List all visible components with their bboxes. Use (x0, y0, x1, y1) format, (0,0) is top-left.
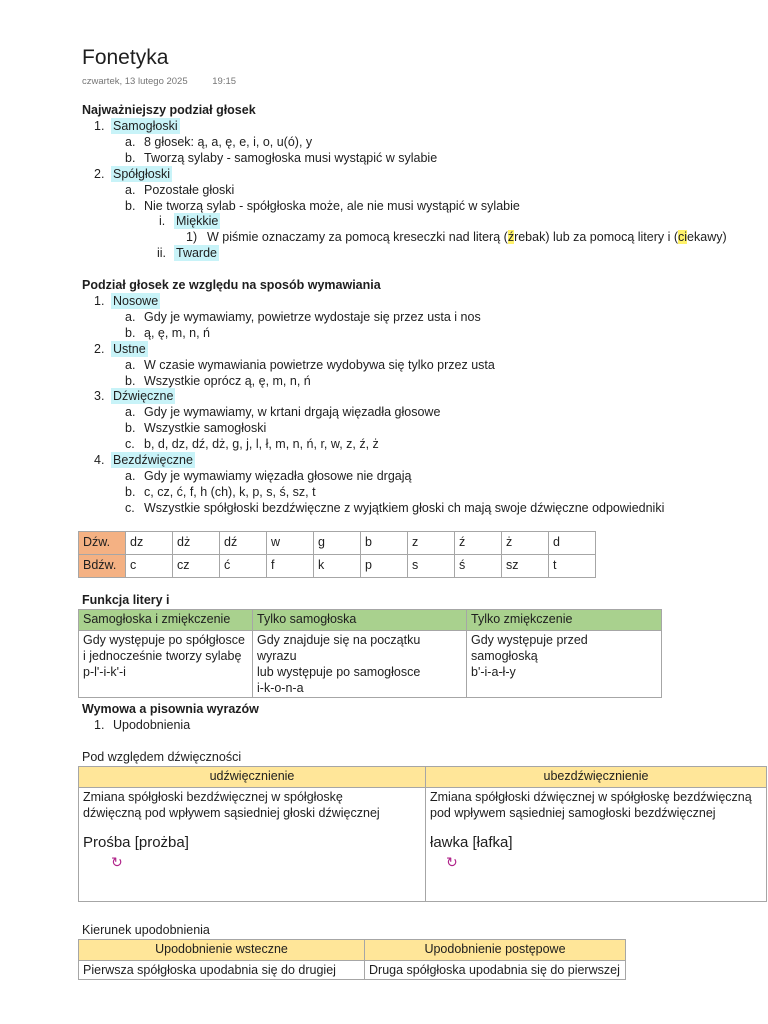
list-text: Gdy je wymawiamy więzadła głosowe nie drgają (144, 468, 412, 483)
list-item[interactable] (94, 388, 174, 404)
table-cell: c (126, 555, 173, 578)
list-text: Pozostałe głoski (144, 183, 235, 197)
list-letter: b. (125, 325, 136, 340)
table-header: ubezdźwięcznienie (426, 767, 767, 788)
list-text: W piśmie oznaczamy za pomocą kreseczki nad literą (źrebak) lub za pomocą litery i (ciekawy) (207, 230, 727, 244)
table-row (79, 555, 596, 578)
list-label-samogloski: Samogłoski (113, 119, 178, 133)
voicing-assimilation-table (78, 766, 767, 902)
table-cell: f (267, 555, 314, 578)
table-cell: w (267, 532, 314, 555)
table-cell: d (549, 532, 596, 555)
list-letter: a. (125, 357, 136, 372)
list-letter: a. (125, 309, 136, 324)
table-header: Tylko samogłoska (253, 610, 467, 631)
example-text: ławka [łafka] (430, 834, 513, 851)
letter-i-table (78, 609, 662, 698)
list-text: Wszystkie oprócz ą, ę, m, n, ń (144, 373, 311, 388)
list-text: Nie tworzą sylab - spółgłoska może, ale nie musi wystąpić w sylabie (144, 199, 520, 213)
table-header: Tylko zmiękczenie (467, 610, 662, 631)
list-label-spolgloski: Spółgłoski (113, 167, 170, 181)
list-item[interactable] (125, 309, 481, 325)
list-text: Gdy je wymawiamy, powietrze wydostaje się przez usta i nos (144, 309, 481, 324)
table-header: Upodobnienie wsteczne (79, 940, 365, 961)
page-meta (82, 74, 258, 90)
list-letter: c. (125, 437, 135, 452)
page-time: 19:15 (212, 76, 237, 87)
table-cell: dź (220, 532, 267, 555)
table-cell: ź (455, 532, 502, 555)
list-item[interactable] (186, 229, 727, 245)
list-number: 4. (94, 453, 105, 467)
list-text: Gdy je wymawiamy, w krtani drgają więzadła głosowe (144, 405, 441, 420)
table-cell: s (408, 555, 455, 578)
curved-arrow-icon: ↻ (446, 854, 458, 870)
list-text: Upodobnienia (113, 718, 191, 732)
table-cell: cz (173, 555, 220, 578)
table-cell: ż (502, 532, 549, 555)
list-item[interactable] (157, 245, 217, 261)
list-item[interactable] (94, 166, 170, 182)
list-letter: b. (125, 421, 136, 436)
assimilation-direction-table (78, 939, 626, 980)
curved-arrow-icon: ↻ (111, 854, 123, 870)
list-text: Wszystkie spółgłoski bezdźwięczne z wyjątkiem głoski ch mają swoje dźwięczne odpowiedniki (144, 500, 665, 515)
list-text: ą, ę, m, n, ń (144, 325, 211, 340)
table-cell: b (361, 532, 408, 555)
list-item[interactable] (125, 436, 379, 452)
section3-heading: Funkcja litery i (82, 593, 170, 607)
list-text: W czasie wymawiania powietrze wydobywa się tylko przez usta (144, 357, 495, 372)
table-cell: ć (220, 555, 267, 578)
section4-heading: Wymowa a pisownia wyrazów (82, 702, 259, 716)
list-label-miekkie: Miękkie (176, 214, 219, 228)
list-item[interactable] (125, 325, 211, 341)
list-label: Nosowe (113, 294, 159, 308)
page-date: czwartek, 13 lutego 2025 (82, 76, 188, 87)
list-number: 1. (94, 119, 105, 133)
list-item[interactable] (125, 134, 313, 150)
list-item[interactable] (125, 357, 495, 373)
subheading: Pod względem dźwięczności (82, 750, 242, 764)
section5-heading: Kierunek upodobnienia (82, 923, 210, 937)
table-header: udźwięcznienie (79, 767, 426, 788)
page-title: Fonetyka (82, 46, 169, 69)
table-cell: Pierwsza spółgłoska upodabnia się do drugiej (79, 961, 365, 980)
list-item[interactable] (125, 500, 665, 516)
list-item[interactable] (125, 468, 412, 484)
list-letter: b. (125, 373, 136, 388)
table-row (79, 532, 596, 555)
list-item[interactable] (94, 717, 191, 733)
list-number: 2. (94, 341, 105, 356)
table-cell: p (361, 555, 408, 578)
list-text: c, cz, ć, f, h (ch), k, p, s, ś, sz, t (144, 484, 316, 499)
list-label: Ustne (113, 341, 146, 356)
table-cell: ś (455, 555, 502, 578)
list-item[interactable] (94, 118, 178, 134)
list-text: b, d, dz, dź, dż, g, j, l, ł, m, n, ń, r, w, z, ź, ż (144, 437, 379, 452)
list-number: 1. (94, 718, 105, 732)
section2-heading: Podział głosek ze względu na sposób wymawiania (82, 278, 381, 292)
list-item[interactable] (125, 373, 311, 389)
list-item[interactable] (125, 484, 316, 500)
list-item[interactable] (125, 404, 441, 420)
list-item[interactable] (94, 452, 193, 468)
list-letter: a. (125, 468, 136, 483)
list-roman: i. (159, 214, 166, 228)
list-item[interactable] (159, 213, 219, 229)
row-header: Bdźw. (79, 555, 126, 578)
table-cell: z (408, 532, 455, 555)
table-cell: t (549, 555, 596, 578)
table-cell: Gdy występuje przed samogłoską b'-i-a-ł-y (467, 631, 662, 698)
list-number: 3. (94, 389, 105, 404)
example-text: Prośba [prożba] (83, 834, 189, 851)
list-item[interactable] (94, 341, 146, 357)
list-text: Wszystkie samogłoski (144, 421, 267, 436)
list-number: 1) (186, 230, 198, 244)
list-letter: b. (125, 199, 136, 213)
list-item[interactable] (125, 182, 235, 198)
table-cell: Gdy występuje po spółgłosce i jednocześnie tworzy sylabę p-l'-i-k'-i (79, 631, 253, 698)
list-letter: a. (125, 183, 136, 197)
list-letter: b. (125, 151, 136, 165)
list-number: 1. (94, 294, 105, 308)
table-cell: dz (126, 532, 173, 555)
list-letter: b. (125, 484, 136, 499)
table-cell: Gdy znajduje się na początku wyrazu lub występuje po samogłosce i-k-o-n-a (253, 631, 467, 698)
table-cell: Druga spółgłoska upodabnia się do pierwszej (365, 961, 626, 980)
voiced-pairs-table (78, 531, 596, 578)
list-number: 2. (94, 167, 105, 181)
list-letter: c. (125, 500, 135, 515)
list-item[interactable] (125, 198, 520, 214)
list-text: Tworzą sylaby - samogłoska musi wystąpić w sylabie (144, 151, 438, 165)
list-item[interactable] (125, 420, 267, 436)
list-text: 8 głosek: ą, a, ę, e, i, o, u(ó), y (144, 135, 313, 149)
table-cell: Zmiana spółgłoski dźwięcznej w spółgłoskę bezdźwięczną pod wpływem sąsiedniej samogłoski bezdźwięcznej ławka [łafka] ↻ (426, 788, 767, 902)
table-header: Samogłoska i zmiękczenie (79, 610, 253, 631)
list-letter: a. (125, 135, 136, 149)
section1-heading: Najważniejszy podział głosek (82, 103, 256, 117)
list-item[interactable] (125, 150, 438, 166)
list-item[interactable] (94, 293, 159, 309)
row-header: Dźw. (79, 532, 126, 555)
list-roman: ii. (157, 246, 167, 260)
list-label-twarde: Twarde (176, 246, 217, 260)
table-header: Upodobnienie postępowe (365, 940, 626, 961)
table-cell: sz (502, 555, 549, 578)
table-cell: Zmiana spółgłoski bezdźwięcznej w spółgłoskę dźwięczną pod wpływem sąsiedniej głoski dźwięcznej Prośba [prożba] ↻ (79, 788, 426, 902)
list-label: Dźwięczne (113, 389, 174, 404)
table-cell: g (314, 532, 361, 555)
list-letter: a. (125, 405, 136, 420)
table-cell: dż (173, 532, 220, 555)
table-cell: k (314, 555, 361, 578)
list-label: Bezdźwięczne (113, 453, 193, 467)
